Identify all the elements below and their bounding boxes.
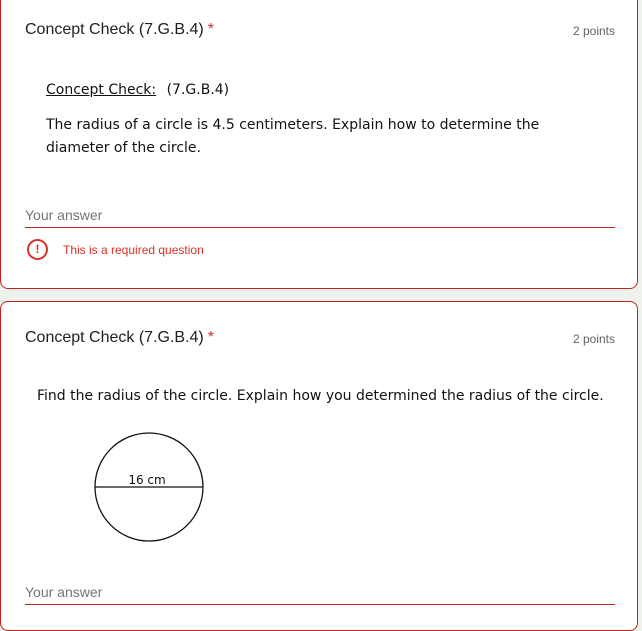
prompt-image-text: The radius of a circle is 4.5 centimeters. Explain how to determine the diameter of the circle. (46, 117, 540, 156)
error-icon: ! (27, 239, 48, 260)
prompt-code: (7.G.B.4) (166, 82, 230, 98)
question-card-1 (0, 0, 638, 289)
required-asterisk: * (207, 329, 214, 346)
required-asterisk: * (207, 21, 214, 38)
error-text: This is a required question (63, 242, 204, 257)
diameter-label: 16 cm (128, 473, 166, 487)
prompt-image-heading (46, 82, 229, 98)
question-title-text: Concept Check (7.G.B.4) (25, 21, 204, 38)
circle-diagram (91, 430, 209, 544)
prompt-heading: Concept Check: (46, 82, 157, 98)
answer-input[interactable]: Your answer (25, 584, 615, 605)
answer-input[interactable]: Your answer (25, 207, 615, 228)
question-title-text: Concept Check (7.G.B.4) (25, 329, 204, 346)
question-card-2 (0, 301, 638, 631)
prompt-image-text: Find the radius of the circle. Explain how you determined the radius of the circle. (37, 388, 604, 404)
question-title (25, 329, 214, 347)
points-label: 2 points (572, 24, 615, 38)
error-message (27, 239, 204, 260)
points-label: 2 points (572, 332, 615, 346)
question-title (25, 21, 214, 39)
